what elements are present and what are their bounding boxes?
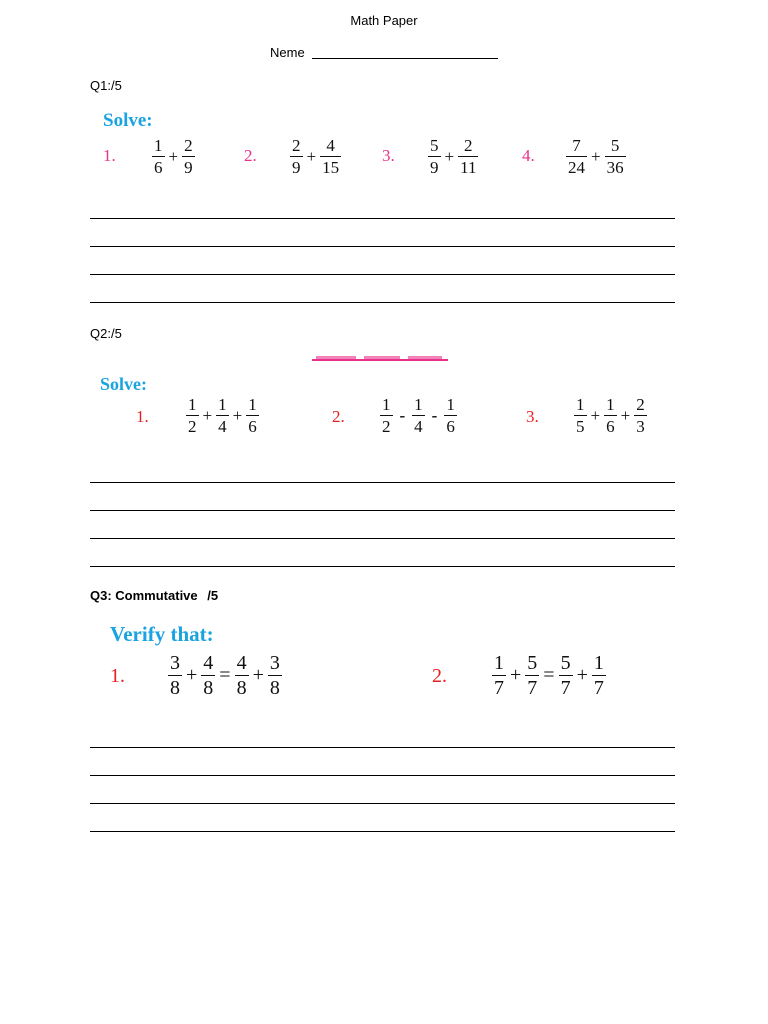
- denominator: 9: [430, 158, 439, 177]
- denominator: 6: [446, 417, 455, 436]
- q2-item-3-expression: [572, 396, 649, 435]
- denominator: 7: [494, 677, 504, 699]
- denominator: 9: [292, 158, 301, 177]
- numerator: 1: [154, 136, 163, 155]
- numerator: 1: [606, 395, 615, 414]
- fraction: [182, 137, 195, 176]
- q3-heading: [90, 588, 218, 603]
- operator: =: [543, 664, 555, 686]
- q2-item-2-expression: [378, 396, 459, 435]
- denominator: 8: [236, 677, 247, 699]
- fraction: [566, 137, 587, 176]
- q3-item-1-label: 1.: [110, 665, 125, 687]
- q1-item-4-expression: [564, 137, 628, 176]
- q1-item-3-label: 3.: [382, 146, 395, 165]
- q2-item-2-label: 2.: [332, 407, 345, 426]
- fraction: [320, 137, 341, 176]
- q1-item-3-expression: [426, 137, 480, 176]
- operator: +: [620, 405, 631, 425]
- fraction: [235, 653, 249, 698]
- numerator: 4: [236, 652, 247, 674]
- q1-item-4-label: 4.: [522, 146, 535, 165]
- fraction: [634, 396, 647, 435]
- fraction: [458, 137, 478, 176]
- q1-item-2-label: 2.: [244, 146, 257, 165]
- q3-heading-score: /5: [207, 588, 219, 603]
- q3-instruction: Verify that:: [110, 622, 214, 646]
- numerator: 1: [248, 395, 257, 414]
- answer-line[interactable]: [90, 191, 675, 219]
- q2-answer-lines[interactable]: [90, 455, 675, 567]
- operator: -: [431, 405, 438, 425]
- operator: +: [168, 146, 179, 166]
- q3-heading-prefix: Q3:: [90, 588, 112, 603]
- numerator: 5: [560, 652, 571, 674]
- denominator: 36: [606, 158, 624, 177]
- operator: +: [252, 664, 264, 686]
- denominator: 8: [203, 677, 214, 699]
- q3-item-2-label: 2.: [432, 665, 447, 687]
- denominator: 6: [154, 158, 163, 177]
- answer-line[interactable]: [90, 275, 675, 303]
- denominator: 4: [218, 417, 227, 436]
- answer-line[interactable]: [90, 776, 675, 804]
- numerator: 2: [636, 395, 645, 414]
- fraction: [492, 653, 506, 698]
- answer-line[interactable]: [90, 483, 675, 511]
- answer-line[interactable]: [90, 511, 675, 539]
- numerator: 4: [326, 136, 335, 155]
- q3-item-1-expression: [166, 653, 284, 698]
- operator: +: [202, 405, 213, 425]
- fraction: [412, 396, 425, 435]
- fraction: [574, 396, 587, 435]
- operator: +: [186, 664, 198, 686]
- numerator: 1: [188, 395, 197, 414]
- operator: +: [576, 664, 588, 686]
- numerator: 1: [576, 395, 585, 414]
- numerator: 2: [292, 136, 301, 155]
- q1-heading: Q1:/5: [90, 78, 122, 93]
- denominator: 7: [560, 677, 571, 699]
- numerator: 2: [184, 136, 193, 155]
- q2-instruction: Solve:: [100, 374, 147, 394]
- operator: +: [444, 146, 455, 166]
- fraction: [216, 396, 229, 435]
- answer-line[interactable]: [90, 804, 675, 832]
- numerator: 2: [464, 136, 473, 155]
- denominator: 8: [269, 677, 280, 699]
- answer-line[interactable]: [90, 455, 675, 483]
- fraction: [525, 653, 539, 698]
- numerator: 3: [269, 652, 280, 674]
- denominator: 5: [576, 417, 585, 436]
- numerator: 1: [218, 395, 227, 414]
- numerator: 5: [610, 136, 620, 155]
- answer-line[interactable]: [90, 720, 675, 748]
- fraction: [559, 653, 573, 698]
- operator: +: [590, 405, 601, 425]
- denominator: 3: [636, 417, 645, 436]
- denominator: 6: [248, 417, 257, 436]
- denominator: 6: [606, 417, 615, 436]
- operator: +: [510, 664, 522, 686]
- page-title: Math Paper: [350, 13, 418, 28]
- name-blank: [312, 46, 498, 59]
- answer-line[interactable]: [90, 748, 675, 776]
- operator: +: [306, 146, 317, 166]
- operator: =: [219, 664, 231, 686]
- numerator: 1: [414, 395, 423, 414]
- denominator: 15: [322, 158, 340, 177]
- numerator: 5: [527, 652, 538, 674]
- denominator: 11: [460, 158, 477, 177]
- operator: +: [591, 146, 601, 166]
- numerator: 1: [494, 652, 504, 674]
- q2-item-3-label: 3.: [526, 407, 539, 426]
- q1-item-1-expression: [150, 137, 197, 176]
- q1-answer-lines[interactable]: [90, 191, 675, 303]
- name-label: Neme: [270, 45, 305, 60]
- q1-item-1-label: 1.: [103, 146, 116, 165]
- denominator: 2: [188, 417, 197, 436]
- q2-item-1-expression: [184, 396, 261, 435]
- fraction: [152, 137, 165, 176]
- q2-heading: Q2:/5: [90, 326, 122, 341]
- numerator: 1: [382, 395, 391, 414]
- answer-line[interactable]: [90, 247, 675, 275]
- fraction: [186, 396, 199, 435]
- q1-instruction: Solve:: [103, 110, 153, 131]
- denominator: 2: [382, 417, 391, 436]
- numerator: 4: [203, 652, 214, 674]
- fraction: [168, 653, 182, 698]
- q1-item-2-expression: [288, 137, 343, 176]
- denominator: 4: [414, 417, 423, 436]
- operator: +: [232, 405, 243, 425]
- fraction: [428, 137, 441, 176]
- numerator: 3: [170, 652, 180, 674]
- denominator: 7: [527, 677, 538, 699]
- fraction: [290, 137, 303, 176]
- fraction: [380, 396, 393, 435]
- q3-item-2-expression: [490, 653, 608, 698]
- name-field[interactable]: [270, 45, 498, 60]
- denominator: 7: [593, 677, 604, 699]
- fraction: [604, 396, 617, 435]
- q2-item-1-label: 1.: [136, 407, 149, 426]
- operator: -: [399, 405, 406, 425]
- numerator: 1: [446, 395, 455, 414]
- answer-line[interactable]: [90, 539, 675, 567]
- fraction: [268, 653, 282, 698]
- denominator: 9: [184, 158, 193, 177]
- fraction: [592, 653, 606, 698]
- q3-heading-topic: Commutative: [115, 588, 198, 603]
- fraction: [201, 653, 215, 698]
- numerator: 1: [593, 652, 604, 674]
- q3-answer-lines[interactable]: [90, 720, 675, 832]
- fraction: [605, 137, 626, 176]
- denominator: 24: [568, 158, 585, 177]
- numerator: 5: [430, 136, 439, 155]
- numerator: 7: [572, 136, 581, 155]
- answer-line[interactable]: [90, 219, 675, 247]
- fraction: [444, 396, 457, 435]
- denominator: 8: [170, 677, 180, 699]
- fraction: [246, 396, 259, 435]
- cropped-text-artifact: [312, 356, 448, 363]
